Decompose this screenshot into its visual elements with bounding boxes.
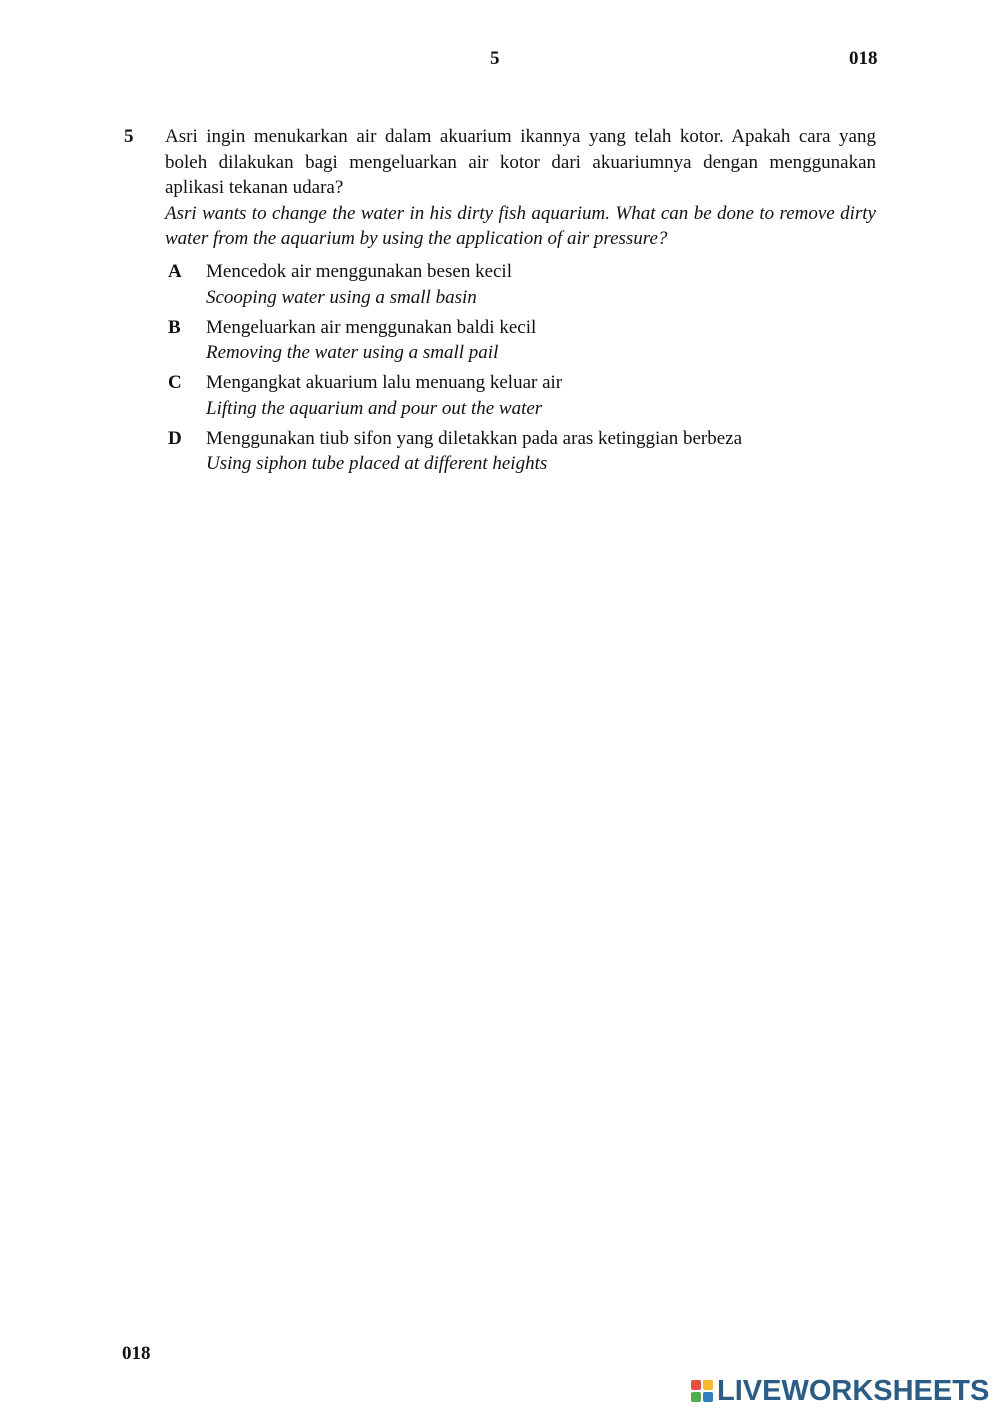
option-text-english: Removing the water using a small pail [206, 342, 499, 363]
option-a[interactable] [168, 259, 868, 315]
option-text-english: Lifting the aquarium and pour out the water [206, 397, 543, 419]
brand-name: LIVEWORKSHEETS [717, 1374, 990, 1407]
option-letter: B [168, 316, 181, 338]
liveworksheets-brand[interactable] [691, 1374, 989, 1408]
page-number: 5 [490, 48, 500, 69]
option-letter: D [168, 427, 182, 449]
option-text-malay: Mengangkat akuarium lalu menuang keluar air [206, 372, 563, 393]
option-text-malay: Mencedok air menggunakan besen kecil [206, 261, 512, 282]
option-text-malay: Mengeluarkan air menggunakan baldi kecil [206, 316, 537, 338]
question-text-english: Asri wants to change the water in his dirty fish aquarium. What can be done to remove dirty water from the aquarium by using the application of air pressure? [165, 202, 876, 249]
question-stem [165, 124, 876, 252]
option-text-english: Scooping water using a small basin [206, 286, 477, 308]
option-text-malay: Menggunakan tiub sifon yang diletakkan pada aras ketinggian berbeza [206, 427, 743, 449]
paper-code-header: 018 [849, 48, 878, 69]
question-number: 5 [124, 126, 134, 147]
option-text-english: Using siphon tube placed at different heights [206, 453, 548, 474]
option-letter: C [168, 372, 182, 393]
paper-code-footer: 018 [122, 1343, 151, 1364]
option-d[interactable] [168, 426, 868, 482]
answer-options [168, 259, 868, 481]
option-letter: A [168, 261, 182, 282]
option-b[interactable] [168, 315, 868, 371]
liveworksheets-logo-icon [691, 1380, 713, 1402]
question-text-malay: Asri ingin menukarkan air dalam akuarium ikannya yang telah kotor. Apakah cara yang boleh dilakukan bagi mengeluarkan air kotor dari akuariumnya dengan menggunakan aplikasi tekanan udara? [165, 126, 876, 198]
option-c[interactable] [168, 370, 868, 426]
